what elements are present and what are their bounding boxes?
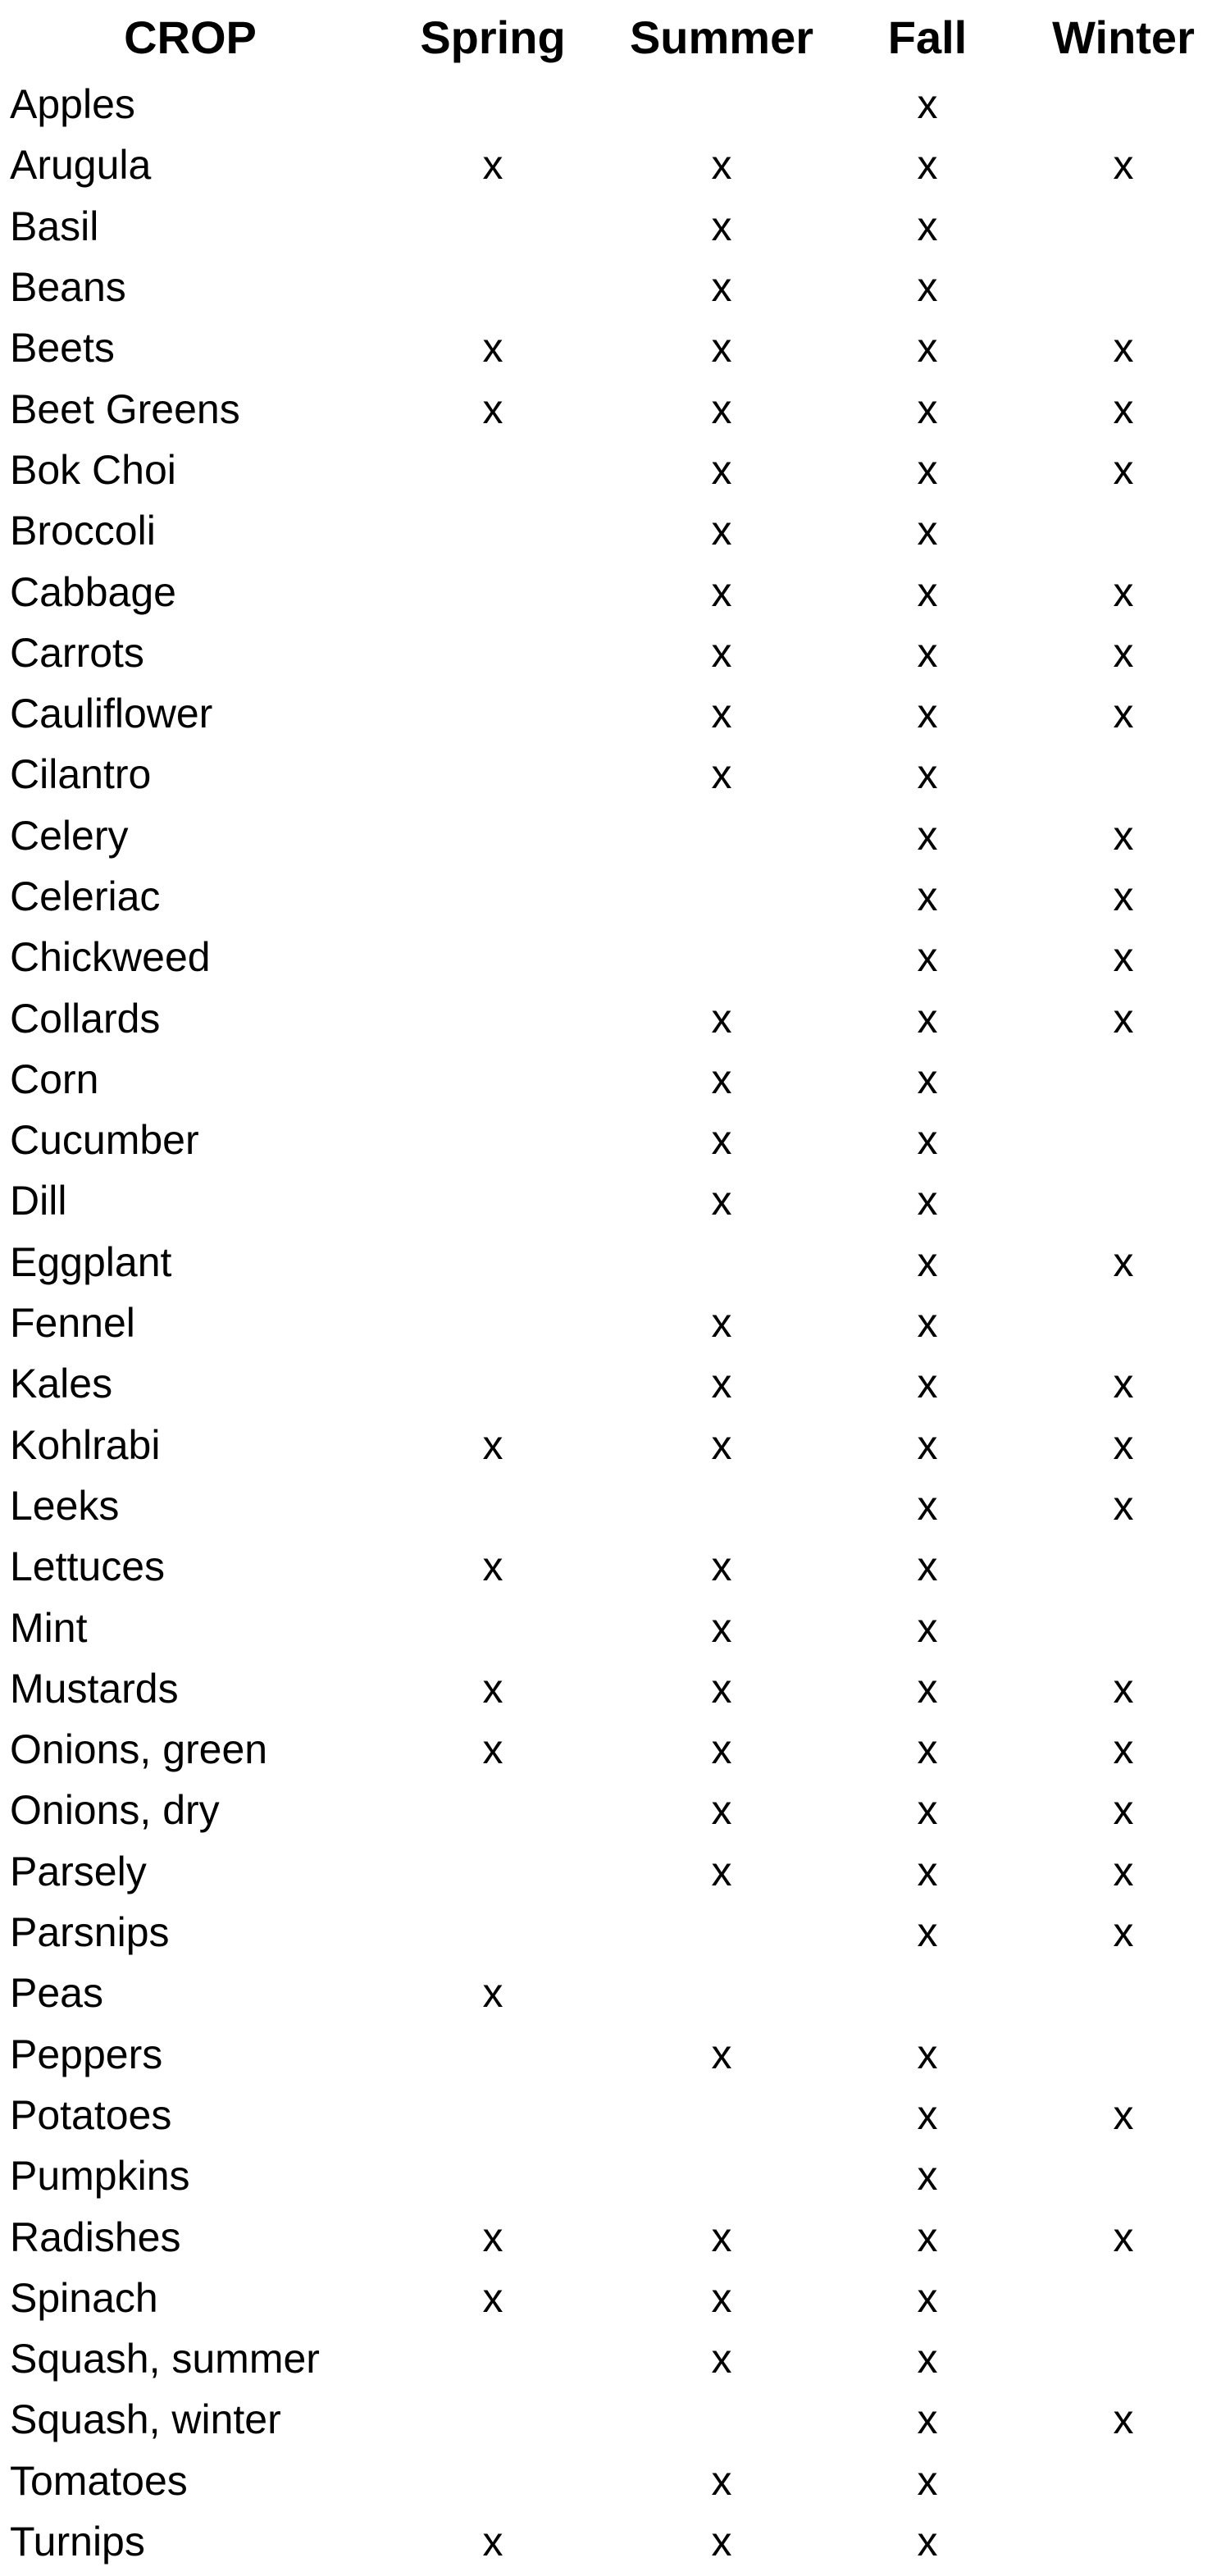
crop-name: Lettuces xyxy=(10,1543,166,1590)
summer-mark: x xyxy=(711,2214,732,2260)
fall-mark: x xyxy=(917,1909,938,1956)
spring-mark xyxy=(380,440,605,500)
winter-mark: x xyxy=(1113,995,1134,1042)
fall-mark: x xyxy=(917,2031,938,2077)
winter-mark xyxy=(1017,1110,1230,1170)
table-row xyxy=(0,2511,1230,2572)
summer-mark xyxy=(605,1963,838,2023)
winter-mark xyxy=(1017,2268,1230,2328)
table-row xyxy=(0,2024,1230,2085)
spring-mark xyxy=(380,683,605,744)
winter-mark: x xyxy=(1113,325,1134,372)
spring-mark xyxy=(380,257,605,317)
fall-mark: x xyxy=(917,1726,938,1773)
summer-mark: x xyxy=(711,1665,732,1712)
winter-mark: x xyxy=(1113,1665,1134,1712)
fall-mark: x xyxy=(917,2091,938,2138)
crop-name: Beans xyxy=(10,264,126,311)
spring-mark: x xyxy=(482,325,503,372)
table-row xyxy=(0,1049,1230,1110)
fall-mark: x xyxy=(917,1665,938,1712)
crop-name: Cabbage xyxy=(10,568,176,615)
crop-name: Bok Choi xyxy=(10,446,176,493)
crop-name: Beets xyxy=(10,325,115,372)
crop-name: Spinach xyxy=(10,2274,158,2321)
spring-mark xyxy=(380,196,605,257)
summer-mark xyxy=(605,866,838,927)
table-row xyxy=(0,1658,1230,1719)
fall-mark xyxy=(838,1963,1017,2023)
table-row xyxy=(0,257,1230,317)
fall-mark: x xyxy=(917,873,938,919)
spring-mark xyxy=(380,1353,605,1414)
crop-name: Onions, dry xyxy=(10,1787,220,1834)
fall-mark: x xyxy=(917,751,938,798)
winter-mark: x xyxy=(1113,1726,1134,1773)
crop-name: Potatoes xyxy=(10,2091,172,2138)
winter-mark xyxy=(1017,196,1230,257)
crop-name: Corn xyxy=(10,1055,99,1102)
summer-mark xyxy=(605,1475,838,1536)
winter-mark: x xyxy=(1113,873,1134,919)
summer-mark: x xyxy=(711,1055,732,1102)
spring-mark xyxy=(380,500,605,561)
summer-mark xyxy=(605,1902,838,1963)
table-row xyxy=(0,2451,1230,2511)
table-row xyxy=(0,1841,1230,1902)
spring-mark xyxy=(380,2085,605,2145)
fall-mark: x xyxy=(917,2457,938,2504)
summer-mark: x xyxy=(711,2519,732,2565)
winter-mark: x xyxy=(1113,1787,1134,1834)
summer-mark: x xyxy=(711,446,732,493)
summer-mark: x xyxy=(711,1117,732,1164)
crop-name: Squash, winter xyxy=(10,2396,281,2443)
table-row xyxy=(0,1353,1230,1414)
crop-name: Mustards xyxy=(10,1665,179,1712)
spring-mark: x xyxy=(482,2274,503,2321)
winter-mark xyxy=(1017,1536,1230,1597)
table-row xyxy=(0,2145,1230,2206)
summer-mark xyxy=(605,2145,838,2206)
crop-name: Chickweed xyxy=(10,934,211,981)
table-row xyxy=(0,1293,1230,1353)
header-crop: CROP xyxy=(124,11,257,63)
table-row xyxy=(0,2206,1230,2267)
winter-mark: x xyxy=(1113,691,1134,737)
fall-mark: x xyxy=(917,508,938,554)
winter-mark: x xyxy=(1113,2396,1134,2443)
spring-mark xyxy=(380,2145,605,2206)
summer-mark xyxy=(605,1232,838,1293)
spring-mark xyxy=(380,1841,605,1902)
table-row xyxy=(0,805,1230,866)
table-row xyxy=(0,500,1230,561)
crop-name: Eggplant xyxy=(10,1238,172,1285)
fall-mark: x xyxy=(917,1848,938,1894)
winter-mark: x xyxy=(1113,1361,1134,1407)
table-row xyxy=(0,440,1230,500)
spring-mark xyxy=(380,987,605,1048)
table-row xyxy=(0,622,1230,683)
table-row xyxy=(0,1415,1230,1475)
summer-mark: x xyxy=(711,1361,732,1407)
summer-mark: x xyxy=(711,629,732,676)
winter-mark: x xyxy=(1113,2214,1134,2260)
crop-name: Celery xyxy=(10,812,129,859)
spring-mark: x xyxy=(482,2214,503,2260)
spring-mark xyxy=(380,1170,605,1231)
table-row xyxy=(0,2328,1230,2389)
fall-mark: x xyxy=(917,1604,938,1651)
winter-mark: x xyxy=(1113,568,1134,615)
winter-mark xyxy=(1017,2328,1230,2389)
spring-mark xyxy=(380,1597,605,1657)
table-row xyxy=(0,1232,1230,1293)
spring-mark: x xyxy=(482,1665,503,1712)
summer-mark: x xyxy=(711,1178,732,1224)
spring-mark: x xyxy=(482,385,503,432)
summer-mark: x xyxy=(711,2336,732,2382)
table-row xyxy=(0,987,1230,1048)
summer-mark: x xyxy=(711,995,732,1042)
table-row xyxy=(0,927,1230,987)
winter-mark xyxy=(1017,1293,1230,1353)
summer-mark: x xyxy=(711,264,732,311)
crop-name: Collards xyxy=(10,995,161,1042)
winter-mark xyxy=(1017,2451,1230,2511)
header-spring: Spring xyxy=(420,11,566,63)
crop-name: Celeriac xyxy=(10,873,161,919)
table-row xyxy=(0,1170,1230,1231)
summer-mark xyxy=(605,74,838,134)
fall-mark: x xyxy=(917,2274,938,2321)
winter-mark: x xyxy=(1113,629,1134,676)
fall-mark: x xyxy=(917,812,938,859)
spring-mark xyxy=(380,1232,605,1293)
summer-mark: x xyxy=(711,2457,732,2504)
table-row xyxy=(0,683,1230,744)
winter-mark xyxy=(1017,2145,1230,2206)
winter-mark xyxy=(1017,1049,1230,1110)
fall-mark: x xyxy=(917,1361,938,1407)
winter-mark: x xyxy=(1113,1482,1134,1529)
summer-mark: x xyxy=(711,1421,732,1468)
crop-name: Broccoli xyxy=(10,508,156,554)
fall-mark: x xyxy=(917,568,938,615)
crop-name: Carrots xyxy=(10,629,144,676)
fall-mark: x xyxy=(917,203,938,249)
crop-name: Peppers xyxy=(10,2031,163,2077)
crop-name: Basil xyxy=(10,203,99,249)
spring-mark xyxy=(380,805,605,866)
summer-mark: x xyxy=(711,142,732,189)
header-row xyxy=(0,0,1230,74)
spring-mark xyxy=(380,1049,605,1110)
summer-mark: x xyxy=(711,203,732,249)
winter-mark: x xyxy=(1113,934,1134,981)
summer-mark: x xyxy=(711,691,732,737)
crop-name: Arugula xyxy=(10,142,152,189)
summer-mark: x xyxy=(711,2031,732,2077)
spring-mark xyxy=(380,744,605,805)
crop-name: Dill xyxy=(10,1178,67,1224)
winter-mark: x xyxy=(1113,1848,1134,1894)
fall-mark: x xyxy=(917,1238,938,1285)
crop-name: Parsely xyxy=(10,1848,147,1894)
fall-mark: x xyxy=(917,1117,938,1164)
winter-mark xyxy=(1017,1597,1230,1657)
summer-mark: x xyxy=(711,568,732,615)
fall-mark: x xyxy=(917,385,938,432)
crop-name: Parsnips xyxy=(10,1909,170,1956)
winter-mark: x xyxy=(1113,812,1134,859)
spring-mark: x xyxy=(482,142,503,189)
fall-mark: x xyxy=(917,1055,938,1102)
winter-mark: x xyxy=(1113,1909,1134,1956)
fall-mark: x xyxy=(917,81,938,128)
winter-mark: x xyxy=(1113,2091,1134,2138)
header-winter: Winter xyxy=(1052,11,1195,63)
summer-mark xyxy=(605,805,838,866)
fall-mark: x xyxy=(917,325,938,372)
crop-name: Peas xyxy=(10,1970,103,2017)
winter-mark xyxy=(1017,500,1230,561)
fall-mark: x xyxy=(917,1543,938,1590)
spring-mark xyxy=(380,2024,605,2085)
fall-mark: x xyxy=(917,2214,938,2260)
summer-mark: x xyxy=(711,1787,732,1834)
fall-mark: x xyxy=(917,691,938,737)
crop-name: Leeks xyxy=(10,1482,120,1529)
table-row xyxy=(0,1963,1230,2023)
table-row xyxy=(0,2389,1230,2450)
winter-mark: x xyxy=(1113,142,1134,189)
summer-mark xyxy=(605,2085,838,2145)
crop-name: Radishes xyxy=(10,2214,181,2260)
table-row xyxy=(0,1475,1230,1536)
summer-mark xyxy=(605,2389,838,2450)
summer-mark: x xyxy=(711,1300,732,1347)
summer-mark xyxy=(605,927,838,987)
fall-mark: x xyxy=(917,2396,938,2443)
table-row xyxy=(0,1780,1230,1840)
spring-mark xyxy=(380,866,605,927)
summer-mark: x xyxy=(711,2274,732,2321)
winter-mark xyxy=(1017,257,1230,317)
spring-mark xyxy=(380,2328,605,2389)
summer-mark: x xyxy=(711,508,732,554)
summer-mark: x xyxy=(711,1604,732,1651)
table-row xyxy=(0,1719,1230,1780)
spring-mark xyxy=(380,1110,605,1170)
summer-mark: x xyxy=(711,1726,732,1773)
spring-mark xyxy=(380,622,605,683)
table-row xyxy=(0,74,1230,134)
fall-mark: x xyxy=(917,1482,938,1529)
crop-name: Beet Greens xyxy=(10,385,240,432)
winter-mark: x xyxy=(1113,385,1134,432)
fall-mark: x xyxy=(917,1178,938,1224)
table-row xyxy=(0,1597,1230,1657)
table-row xyxy=(0,317,1230,378)
winter-mark: x xyxy=(1113,1238,1134,1285)
table-row xyxy=(0,1902,1230,1963)
table-row xyxy=(0,561,1230,622)
spring-mark xyxy=(380,561,605,622)
crop-name: Kales xyxy=(10,1361,113,1407)
spring-mark: x xyxy=(482,1970,503,2017)
table-header xyxy=(0,0,1230,74)
summer-mark: x xyxy=(711,325,732,372)
table-row xyxy=(0,866,1230,927)
spring-mark: x xyxy=(482,2519,503,2565)
crop-name: Pumpkins xyxy=(10,2153,190,2200)
fall-mark: x xyxy=(917,2519,938,2565)
fall-mark: x xyxy=(917,264,938,311)
table-row xyxy=(0,196,1230,257)
winter-mark xyxy=(1017,74,1230,134)
fall-mark: x xyxy=(917,446,938,493)
crop-name: Turnips xyxy=(10,2519,145,2565)
crop-name: Onions, green xyxy=(10,1726,268,1773)
crop-name: Cauliflower xyxy=(10,691,213,737)
winter-mark xyxy=(1017,2511,1230,2572)
fall-mark: x xyxy=(917,995,938,1042)
spring-mark: x xyxy=(482,1543,503,1590)
table-row xyxy=(0,1536,1230,1597)
winter-mark: x xyxy=(1113,1421,1134,1468)
table-row xyxy=(0,134,1230,195)
table-row xyxy=(0,1110,1230,1170)
crop-name: Mint xyxy=(10,1604,88,1651)
spring-mark xyxy=(380,2451,605,2511)
fall-mark: x xyxy=(917,934,938,981)
winter-mark xyxy=(1017,2024,1230,2085)
spring-mark xyxy=(380,1902,605,1963)
table-row xyxy=(0,2268,1230,2328)
spring-mark: x xyxy=(482,1421,503,1468)
summer-mark: x xyxy=(711,1543,732,1590)
spring-mark xyxy=(380,1780,605,1840)
fall-mark: x xyxy=(917,1787,938,1834)
summer-mark: x xyxy=(711,751,732,798)
header-fall: Fall xyxy=(887,11,968,63)
spring-mark xyxy=(380,1475,605,1536)
winter-mark: x xyxy=(1113,446,1134,493)
crop-name: Fennel xyxy=(10,1300,135,1347)
crop-name: Cilantro xyxy=(10,751,152,798)
spring-mark xyxy=(380,1293,605,1353)
table-row xyxy=(0,378,1230,439)
crop-name: Cucumber xyxy=(10,1117,199,1164)
table-row xyxy=(0,2085,1230,2145)
fall-mark: x xyxy=(917,2336,938,2382)
spring-mark xyxy=(380,2389,605,2450)
spring-mark xyxy=(380,74,605,134)
spring-mark: x xyxy=(482,1726,503,1773)
crop-name: Tomatoes xyxy=(10,2457,188,2504)
header-summer: Summer xyxy=(629,11,814,63)
fall-mark: x xyxy=(917,2153,938,2200)
table-row xyxy=(0,744,1230,805)
fall-mark: x xyxy=(917,142,938,189)
table-body xyxy=(0,74,1230,2572)
spring-mark xyxy=(380,927,605,987)
summer-mark: x xyxy=(711,385,732,432)
winter-mark xyxy=(1017,1170,1230,1231)
fall-mark: x xyxy=(917,1300,938,1347)
crop-name: Kohlrabi xyxy=(10,1421,161,1468)
fall-mark: x xyxy=(917,629,938,676)
fall-mark: x xyxy=(917,1421,938,1468)
crop-name: Apples xyxy=(10,81,135,128)
winter-mark xyxy=(1017,744,1230,805)
crop-name: Squash, summer xyxy=(10,2336,320,2382)
winter-mark xyxy=(1017,1963,1230,2023)
summer-mark: x xyxy=(711,1848,732,1894)
